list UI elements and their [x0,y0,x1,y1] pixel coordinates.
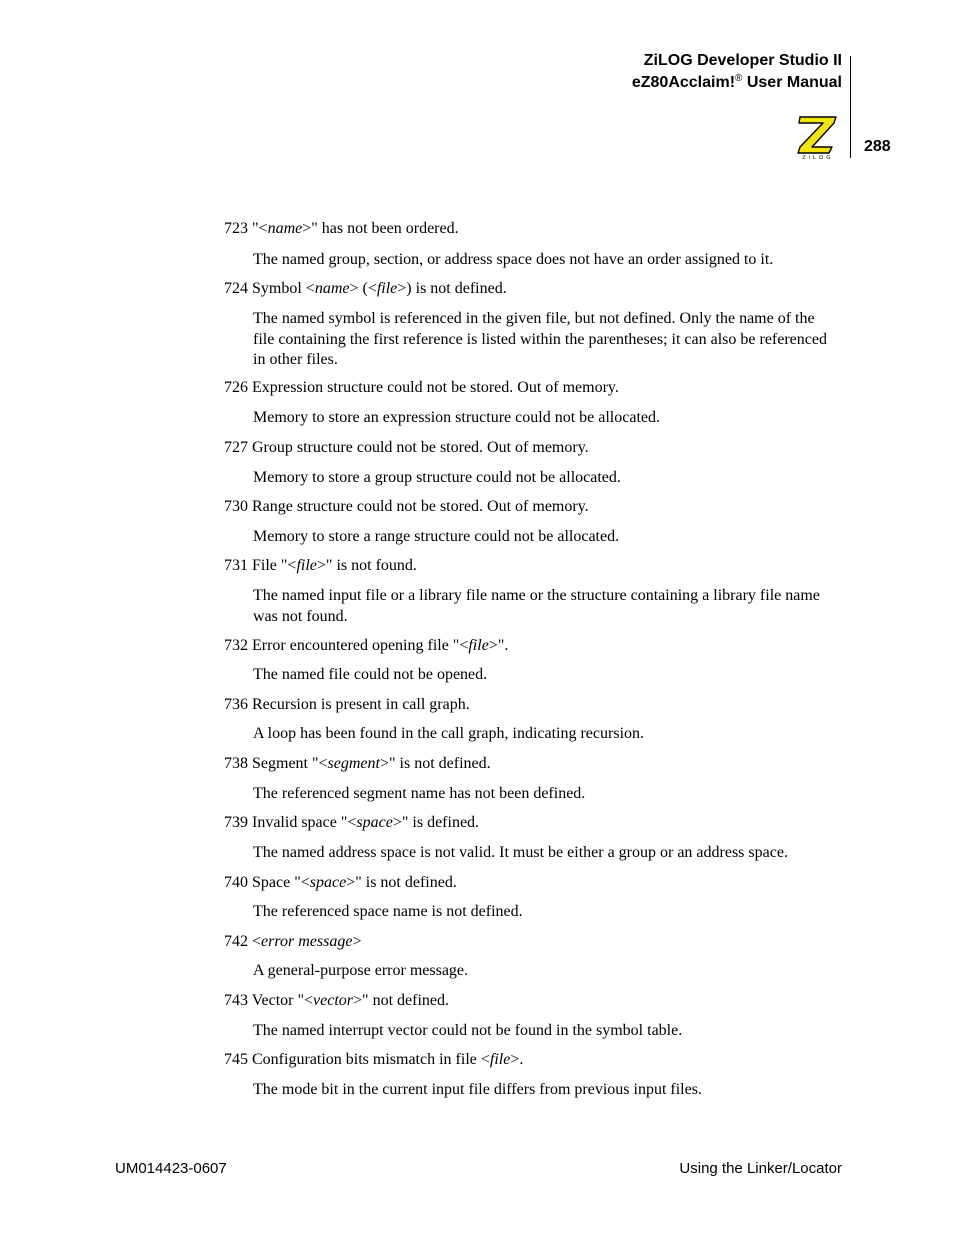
placeholder-variable: segment [327,755,380,772]
placeholder-variable: name [267,220,303,237]
error-description-736: A loop has been found in the call graph, indicating recursion. [253,725,645,742]
error-message-739: 739 Invalid space "<space>" is defined. [224,814,480,831]
error-message-745: 745 Configuration bits mismatch in file <file>. [224,1051,524,1068]
placeholder-variable: file [489,1051,511,1068]
error-description-743: The named interrupt vector could not be found in the symbol table. [253,1022,683,1039]
error-message-727: 727 Group structure could not be stored. Out of memory. [224,439,589,456]
error-description-730: Memory to store a range structure could not be allocated. [253,528,620,545]
error-message-726: 726 Expression structure could not be stored. Out of memory. [224,379,619,396]
error-description-740: The referenced space name is not defined. [253,903,523,920]
error-description-724: The named symbol is referenced in the given file, but not defined. Only the name of the file containing the first reference is listed within the parentheses; it can also be referenced in other files. [253,310,827,368]
placeholder-variable: file [376,280,398,297]
error-description-742: A general-purpose error message. [253,962,469,979]
error-description-727: Memory to store a group structure could not be allocated. [253,469,621,486]
placeholder-variable: file [296,557,317,574]
svg-text:ZiLOG: ZiLOG [802,155,834,160]
placeholder-variable: space [356,814,393,831]
zilog-logo-icon [796,114,840,160]
error-message-740: 740 Space "<space>" is not defined. [224,874,457,891]
error-message-724: 724 Symbol <name> (<file>) is not defined. [224,280,507,297]
placeholder-variable: space [309,874,347,891]
placeholder-variable: error message [261,933,353,950]
error-message-743: 743 Vector "<vector>" not defined. [224,992,449,1009]
error-message-723: 723 "<name>" has not been ordered. [224,220,459,237]
page-number: 288 [864,138,891,155]
placeholder-variable: file [468,637,489,654]
error-message-730: 730 Range structure could not be stored. Out of memory. [224,498,589,515]
footer-doc-number: UM014423-0607 [115,1160,227,1177]
error-description-739: The named address space is not valid. It must be either a group or an address space. [253,844,788,861]
error-description-731: The named input file or a library file name or the structure containing a library file name was not found. [253,587,820,625]
error-message-736: 736 Recursion is present in call graph. [224,696,470,713]
placeholder-variable: vector [313,992,354,1009]
error-description-723: The named group, section, or address space does not have an order assigned to it. [253,251,774,268]
error-message-738: 738 Segment "<segment>" is not defined. [224,755,491,772]
header-doc-title: ZiLOG Developer Studio II [643,52,842,69]
error-description-732: The named file could not be opened. [253,666,488,683]
error-description-738: The referenced segment name has not been defined. [253,785,586,802]
error-message-731: 731 File "<file>" is not found. [224,557,417,574]
error-description-745: The mode bit in the current input file differs from previous input files. [253,1081,702,1098]
footer-section-title: Using the Linker/Locator [679,1160,842,1177]
error-description-726: Memory to store an expression structure could not be allocated. [253,409,660,426]
placeholder-variable: name [314,280,350,297]
header-divider [850,56,851,158]
error-message-742: 742 <error message> [224,933,362,950]
header-doc-subtitle: eZ80Acclaim!® User Manual [631,73,842,91]
error-message-732: 732 Error encountered opening file "<file>". [224,637,509,654]
